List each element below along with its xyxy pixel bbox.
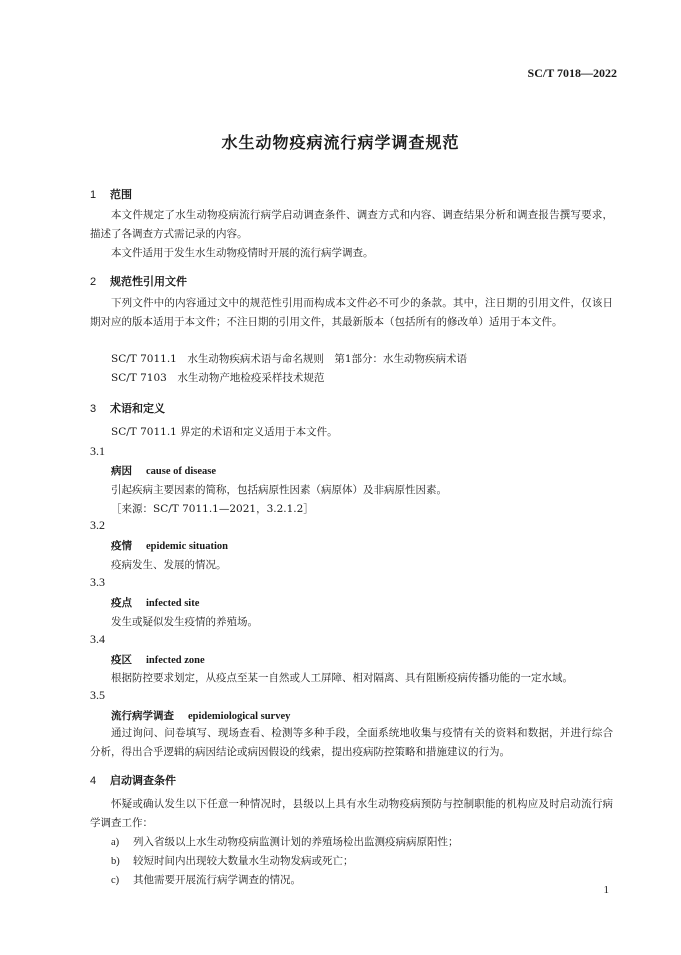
term-number: 3.4 bbox=[90, 632, 105, 646]
section-1-heading bbox=[90, 186, 132, 202]
page-number: 1 bbox=[603, 884, 609, 896]
term-number: 3.3 bbox=[90, 575, 105, 589]
section-3-heading bbox=[90, 400, 165, 416]
paragraph: 本文件适用于发生水生动物疫情时开展的流行病学调查。 bbox=[111, 247, 374, 259]
reference-item: SC/T 7103 水生动物产地检疫采样技术规范 bbox=[111, 372, 325, 384]
list-item bbox=[111, 872, 301, 887]
reference-item: SC/T 7011.1 水生动物疾病术语与命名规则 第1部分：水生动物疾病术语 bbox=[111, 353, 468, 365]
term-en: infected site bbox=[146, 598, 200, 609]
term-definition: 通过询问、问卷填写、现场查看、检测等多种手段，全面系统地收集与疫情有关的资料和数据，并进行综合分析，得出合乎逻辑的病因结论或病因假设的线索，提出疫病防控策略和措施建议的行为。 bbox=[90, 727, 613, 758]
section-4-heading bbox=[90, 772, 176, 788]
section-title: 范围 bbox=[110, 188, 132, 201]
term-entry bbox=[111, 463, 216, 478]
term-zh: 病因 bbox=[111, 465, 132, 477]
term-en: cause of disease bbox=[146, 466, 216, 477]
section-number: 4 bbox=[90, 775, 97, 787]
list-item-label: b) bbox=[111, 856, 120, 867]
term-entry bbox=[111, 595, 199, 610]
term-zh: 疫情 bbox=[111, 540, 132, 552]
term-zh: 疫点 bbox=[111, 597, 132, 609]
list-item-text: 列入省级以上水生动物疫病监测计划的养殖场检出监测疫病病原阳性； bbox=[133, 836, 459, 848]
section-title: 启动调查条件 bbox=[110, 774, 176, 787]
paragraph: 本文件规定了水生动物疫病流行病学启动调查条件、调查方式和内容、调查结果分析和调查报告撰写要求，描述了各调查方式需记录的内容。 bbox=[90, 209, 613, 240]
section-title: 规范性引用文件 bbox=[110, 275, 187, 288]
term-en: epidemiological survey bbox=[188, 711, 291, 722]
standard-code: SC/T 7018—2022 bbox=[527, 66, 617, 80]
term-zh: 疫区 bbox=[111, 654, 132, 666]
section-2-heading bbox=[90, 273, 187, 289]
term-zh: 流行病学调查 bbox=[111, 710, 174, 722]
section-number: 2 bbox=[90, 276, 97, 288]
term-source: ［来源：SC/T 7011.1—2021，3.2.1.2］ bbox=[111, 503, 314, 515]
term-number: 3.2 bbox=[90, 518, 105, 532]
list-item bbox=[111, 853, 354, 868]
paragraph: 下列文件中的内容通过文中的规范性引用而构成本文件必不可少的条款。其中，注日期的引用文件，仅该日期对应的版本适用于本文件；不注日期的引用文件，其最新版本（包括所有的修改单）适用于本文件。 bbox=[90, 297, 613, 328]
paragraph: 怀疑或确认发生以下任意一种情况时，县级以上具有水生动物疫病预防与控制职能的机构应及时启动流行病学调查工作： bbox=[90, 798, 613, 829]
term-definition: 发生或疑似发生疫情的养殖场。 bbox=[111, 616, 258, 628]
paragraph: SC/T 7011.1 界定的术语和定义适用于本文件。 bbox=[111, 426, 338, 438]
list-item-text: 较短时间内出现较大数量水生动物发病或死亡； bbox=[133, 855, 354, 867]
term-entry bbox=[111, 652, 205, 667]
section-title: 术语和定义 bbox=[110, 402, 165, 415]
term-definition: 引起疾病主要因素的简称，包括病原性因素（病原体）及非病原性因素。 bbox=[111, 484, 447, 496]
term-definition: 根据防控要求划定，从疫点至某一自然或人工屏障、相对隔离、具有阻断疫病传播功能的一定水域。 bbox=[111, 672, 573, 684]
term-en: epidemic situation bbox=[146, 541, 228, 552]
section-number: 3 bbox=[90, 403, 97, 415]
term-definition: 疫病发生、发展的情况。 bbox=[111, 559, 227, 571]
list-item-label: c) bbox=[111, 875, 120, 886]
document-title: 水生动物疫病流行病学调查规范 bbox=[221, 133, 460, 152]
term-number: 3.5 bbox=[90, 688, 105, 702]
term-en: infected zone bbox=[146, 655, 205, 666]
term-entry bbox=[111, 708, 290, 723]
list-item bbox=[111, 834, 459, 849]
list-item-text: 其他需要开展流行病学调查的情况。 bbox=[133, 874, 301, 886]
term-entry bbox=[111, 538, 228, 553]
list-item-label: a) bbox=[111, 837, 120, 848]
section-number: 1 bbox=[90, 189, 97, 201]
term-number: 3.1 bbox=[90, 444, 105, 458]
